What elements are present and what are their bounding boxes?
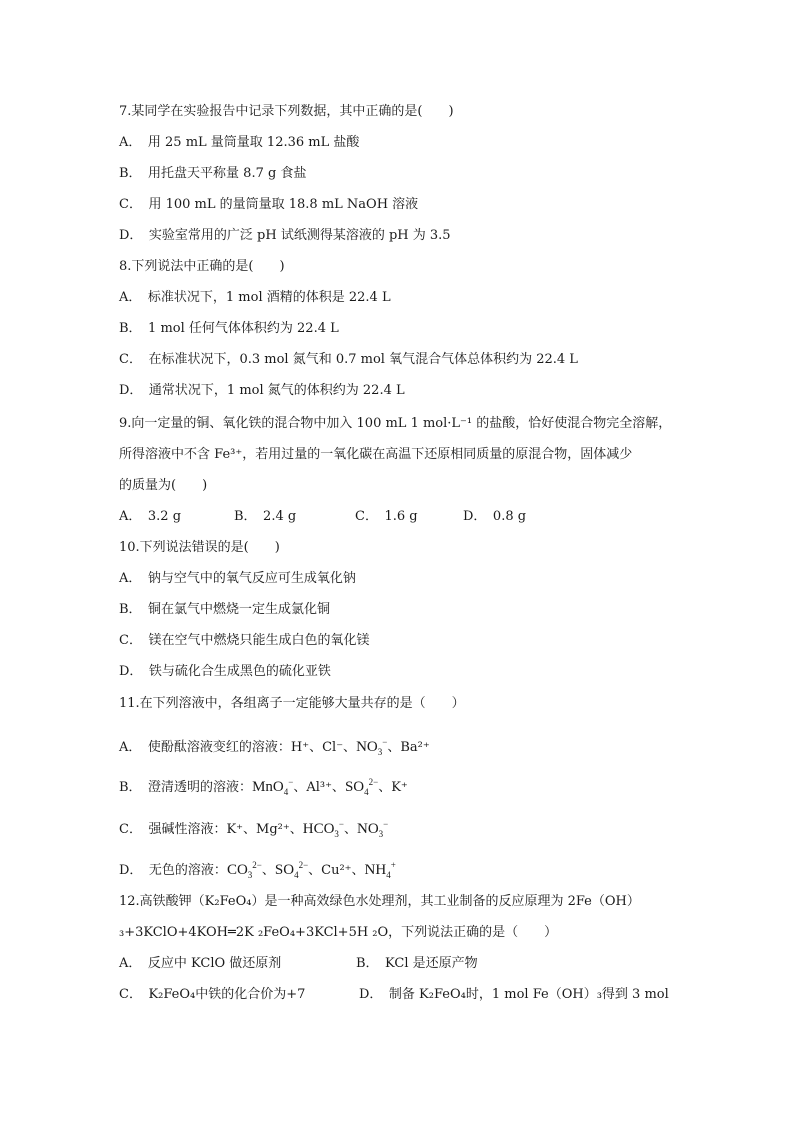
q12-option-b: B． KCl 是还原产物 — [356, 956, 478, 971]
q10-option-d: D． 铁与硫化合生成黑色的硫化亚铁 — [119, 664, 331, 679]
ion-sulfate-2-base: SO — [274, 862, 295, 878]
ion-permanganate — [252, 779, 293, 795]
ion-carbonate-base: CO — [226, 862, 248, 878]
ion-carbonate-charge: 2− — [252, 860, 262, 870]
q8-option-a: A． 标准状况下，1 mol 酒精的体积是 22.4 L — [119, 290, 391, 305]
q10-option-a: A． 钠与空气中的氧气反应可生成氧化钠 — [119, 571, 356, 586]
q10-option-b: B． 铜在氯气中燃烧一定生成氯化铜 — [119, 602, 331, 617]
q9-stem-line1: 9.向一定量的铜、氧化铁的混合物中加入 100 mL 1 mol·L⁻¹ 的盐酸，恰好使混合物完全溶解， — [119, 416, 672, 431]
q7-option-a: A． 用 25 mL 量筒量取 12.36 mL 盐酸 — [119, 135, 360, 150]
ion-nitrate-charge: − — [382, 737, 388, 747]
q11-a-suffix: 、Ba²⁺ — [387, 740, 430, 755]
q7-option-d: D． 实验室常用的广泛 pH 试纸测得某溶液的 pH 为 3.5 — [119, 228, 451, 243]
ion-permanganate-charge: − — [288, 777, 294, 787]
q12-stem-line1: 12.高铁酸钾（K₂FeO₄）是一种高效绿色水处理剂，其工业制备的反应原理为 2Fe（OH） — [119, 894, 640, 909]
ion-nitrate-sub: 3 — [377, 747, 383, 757]
q12-stem-line2: ₃+3KClO+4KOH═2K ₂FeO₄+3KCl+5H ₂O，下列说法正确的是（ ） — [119, 925, 558, 940]
q8-option-b: B． 1 mol 任何气体体积约为 22.4 L — [119, 321, 339, 336]
ion-ammonium-base: NH — [364, 862, 387, 878]
q7-option-c: C． 用 100 mL 的量筒量取 18.8 mL NaOH 溶液 — [119, 197, 419, 212]
q11-option-c — [119, 815, 388, 843]
ion-sulfate-2-charge: 2− — [298, 860, 309, 870]
ion-nitrate-2 — [357, 821, 388, 837]
q9-stem-line3: 的质量为( ) — [119, 478, 208, 493]
ion-sulfate-sub: 4 — [364, 787, 369, 797]
ion-bicarbonate-charge: − — [338, 819, 344, 829]
q9-options-row — [119, 508, 679, 526]
q11-b-suffix: 、K⁺ — [378, 780, 408, 795]
ion-permanganate-base: MnO — [252, 779, 284, 795]
q12-options-row-1 — [119, 955, 679, 973]
ion-ammonium-sub: 4 — [386, 870, 391, 880]
ion-ammonium — [365, 862, 396, 878]
ion-sulfate-2 — [275, 862, 308, 878]
q9-option-c: C． 1.6 g — [355, 509, 418, 524]
q11-a-prefix: A． 使酚酞溶液变红的溶液：H⁺、Cl⁻、 — [119, 740, 357, 755]
ion-nitrate-2-base: NO — [357, 821, 379, 837]
q12-option-a: A． 反应中 KClO 做还原剂 — [119, 956, 282, 971]
ion-nitrate — [356, 739, 387, 755]
q11-option-a — [119, 733, 430, 761]
q8-option-d: D． 通常状况下，1 mol 氮气的体积约为 22.4 L — [119, 383, 405, 398]
ion-carbonate-sub: 3 — [247, 870, 253, 880]
ion-bicarbonate-sub: 3 — [334, 829, 339, 839]
q11-d-mid2: 、Cu²⁺、 — [308, 863, 365, 878]
ion-carbonate — [227, 862, 262, 878]
ion-sulfate-charge: 2− — [368, 777, 379, 787]
ion-nitrate-2-sub: 3 — [378, 829, 384, 839]
q9-option-a: A． 3.2 g — [119, 509, 182, 524]
ion-nitrate-base: NO — [356, 739, 378, 755]
q12-option-d: D． 制备 K₂FeO₄时，1 mol Fe（OH）₃得到 3 mol — [359, 987, 669, 1002]
q11-c-prefix: C． 强碱性溶液：K⁺、Mg²⁺、 — [119, 822, 303, 837]
q10-option-c: C． 镁在空气中燃烧只能生成白色的氧化镁 — [119, 633, 370, 648]
q7-stem: 7.某同学在实验报告中记录下列数据，其中正确的是( ) — [119, 104, 454, 119]
q10-stem: 10.下列说法错误的是( ) — [119, 540, 280, 555]
q11-stem: 11.在下列溶液中，各组离子一定能够大量共存的是（ ） — [119, 696, 465, 711]
q11-d-prefix: D． 无色的溶液： — [119, 863, 227, 878]
ion-bicarbonate-base: HCO — [302, 821, 335, 837]
q9-stem-line2: 所得溶液中不含 Fe³⁺，若用过量的一氧化碳在高温下还原相同质量的原混合物，固体减少 — [119, 447, 633, 462]
q11-c-mid: 、 — [343, 822, 357, 837]
ion-sulfate — [345, 779, 378, 795]
ion-ammonium-charge: + — [390, 860, 396, 870]
q11-d-mid1: 、 — [261, 863, 275, 878]
ion-nitrate-2-charge: − — [383, 819, 389, 829]
q11-option-b — [119, 773, 408, 801]
q12-options-row-2 — [119, 986, 679, 1004]
q7-option-b: B． 用托盘天平称量 8.7 g 食盐 — [119, 166, 307, 181]
q8-option-c: C． 在标准状况下，0.3 mol 氮气和 0.7 mol 氧气混合气体总体积约为 22.4 L — [119, 352, 578, 367]
q9-option-d: D． 0.8 g — [463, 509, 527, 524]
ion-sulfate-2-sub: 4 — [294, 870, 299, 880]
q12-option-c: C． K₂FeO₄中铁的化合价为+7 — [119, 987, 306, 1002]
q8-stem: 8.下列说法中正确的是( ) — [119, 259, 285, 274]
ion-permanganate-sub: 4 — [283, 787, 289, 797]
ion-bicarbonate — [303, 821, 344, 837]
q11-b-prefix: B． 澄清透明的溶液： — [119, 780, 253, 795]
ion-sulfate-base: SO — [344, 779, 365, 795]
q9-option-b: B． 2.4 g — [234, 509, 297, 524]
q11-b-mid1: 、Al³⁺、 — [293, 780, 345, 795]
q11-option-d — [119, 856, 396, 884]
